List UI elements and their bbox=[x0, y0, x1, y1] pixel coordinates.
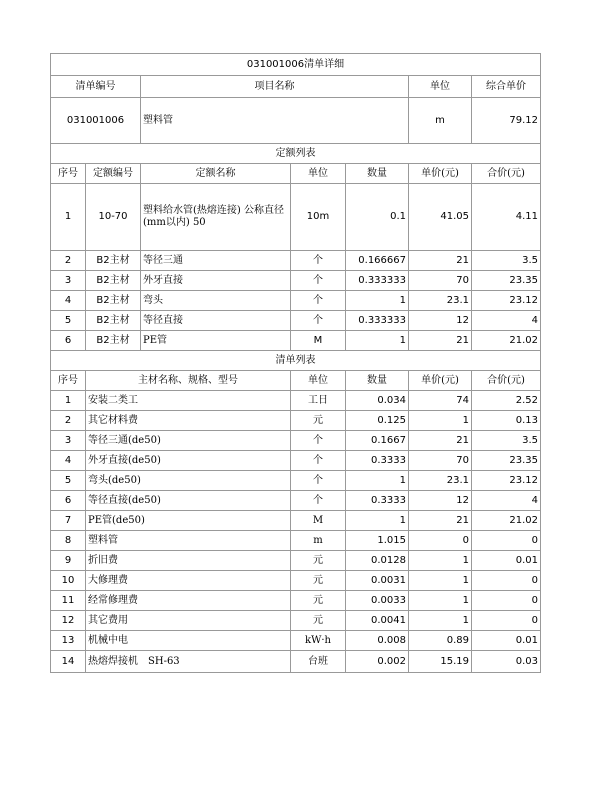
list-row-qty: 0.002 bbox=[346, 651, 409, 673]
quota-row-no: 2 bbox=[51, 251, 86, 271]
list-row-price: 23.1 bbox=[409, 471, 472, 491]
quota-row-code: 10-70 bbox=[86, 184, 141, 251]
list-row-price: 0 bbox=[409, 531, 472, 551]
list-row bbox=[51, 571, 541, 591]
list-row-name: 热熔焊接机 SH-63 bbox=[86, 651, 291, 673]
list-row-unit: M bbox=[291, 511, 346, 531]
list-row-qty: 0.034 bbox=[346, 391, 409, 411]
quota-row bbox=[51, 251, 541, 271]
list-row-name: 其它材料费 bbox=[86, 411, 291, 431]
list-row bbox=[51, 611, 541, 631]
list-row-unit: 个 bbox=[291, 451, 346, 471]
list-row-unit: kW·h bbox=[291, 631, 346, 651]
list-row-no: 10 bbox=[51, 571, 86, 591]
quota-row-qty: 1 bbox=[346, 291, 409, 311]
list-row-no: 14 bbox=[51, 651, 86, 673]
list-row-unit: 个 bbox=[291, 471, 346, 491]
quota-col-unit: 单位 bbox=[291, 164, 346, 184]
quota-col-no: 序号 bbox=[51, 164, 86, 184]
table-title: 031001006清单详细 bbox=[51, 54, 541, 76]
quota-row-qty: 1 bbox=[346, 331, 409, 351]
list-row bbox=[51, 511, 541, 531]
list-row-price: 70 bbox=[409, 451, 472, 471]
list-row-qty: 1 bbox=[346, 471, 409, 491]
quota-section-title: 定额列表 bbox=[51, 144, 541, 164]
list-row-no: 9 bbox=[51, 551, 86, 571]
list-row-no: 5 bbox=[51, 471, 86, 491]
list-row-unit: 元 bbox=[291, 571, 346, 591]
list-row-total: 0.01 bbox=[472, 631, 541, 651]
list-row-price: 21 bbox=[409, 511, 472, 531]
quota-row-total: 23.35 bbox=[472, 271, 541, 291]
list-row-price: 15.19 bbox=[409, 651, 472, 673]
list-row-unit: 元 bbox=[291, 411, 346, 431]
list-row-qty: 1.015 bbox=[346, 531, 409, 551]
list-row-qty: 0.0033 bbox=[346, 591, 409, 611]
quota-row-no: 5 bbox=[51, 311, 86, 331]
quota-row bbox=[51, 331, 541, 351]
list-col-price: 单价(元) bbox=[409, 371, 472, 391]
list-row-name: 安装二类工 bbox=[86, 391, 291, 411]
quota-row-qty: 0.166667 bbox=[346, 251, 409, 271]
list-row-total: 0.13 bbox=[472, 411, 541, 431]
list-row-name: 等径直接(de50) bbox=[86, 491, 291, 511]
quota-row-price: 41.05 bbox=[409, 184, 472, 251]
list-row-qty: 0.0031 bbox=[346, 571, 409, 591]
list-row-no: 11 bbox=[51, 591, 86, 611]
quota-row-unit: 10m bbox=[291, 184, 346, 251]
list-row-no: 1 bbox=[51, 391, 86, 411]
list-row bbox=[51, 591, 541, 611]
quota-row-total: 21.02 bbox=[472, 331, 541, 351]
list-row-no: 6 bbox=[51, 491, 86, 511]
list-row-price: 74 bbox=[409, 391, 472, 411]
list-row-name: 等径三通(de50) bbox=[86, 431, 291, 451]
quota-row-total: 4 bbox=[472, 311, 541, 331]
header-code: 清单编号 bbox=[51, 76, 141, 98]
list-row-unit: 台班 bbox=[291, 651, 346, 673]
quota-row-no: 1 bbox=[51, 184, 86, 251]
list-row-total: 21.02 bbox=[472, 511, 541, 531]
header-unit: 单位 bbox=[409, 76, 472, 98]
quota-col-total: 合价(元) bbox=[472, 164, 541, 184]
list-row bbox=[51, 491, 541, 511]
quota-row-price: 12 bbox=[409, 311, 472, 331]
quota-row-unit: 个 bbox=[291, 311, 346, 331]
list-row-unit: 个 bbox=[291, 491, 346, 511]
list-row-name: 折旧费 bbox=[86, 551, 291, 571]
list-row-total: 3.5 bbox=[472, 431, 541, 451]
quota-row-total: 4.11 bbox=[472, 184, 541, 251]
list-row-unit: 工日 bbox=[291, 391, 346, 411]
list-row-qty: 0.0041 bbox=[346, 611, 409, 631]
quota-row-unit: M bbox=[291, 331, 346, 351]
quota-row-unit: 个 bbox=[291, 271, 346, 291]
quota-row-qty: 0.333333 bbox=[346, 271, 409, 291]
list-row-total: 0 bbox=[472, 591, 541, 611]
list-row-total: 0.01 bbox=[472, 551, 541, 571]
list-row-price: 12 bbox=[409, 491, 472, 511]
quota-row-unit: 个 bbox=[291, 251, 346, 271]
quota-row-code: B2主材 bbox=[86, 311, 141, 331]
quota-row-price: 21 bbox=[409, 331, 472, 351]
list-row-total: 0 bbox=[472, 531, 541, 551]
list-row-name: 其它费用 bbox=[86, 611, 291, 631]
quota-row-name: 塑料给水管(热熔连接) 公称直径(mm以内) 50 bbox=[141, 184, 291, 251]
list-col-total: 合价(元) bbox=[472, 371, 541, 391]
list-row-qty: 0.0128 bbox=[346, 551, 409, 571]
list-row-qty: 1 bbox=[346, 511, 409, 531]
quota-row-price: 21 bbox=[409, 251, 472, 271]
quota-row-qty: 0.1 bbox=[346, 184, 409, 251]
quota-row-total: 23.12 bbox=[472, 291, 541, 311]
list-row-total: 4 bbox=[472, 491, 541, 511]
quota-row bbox=[51, 311, 541, 331]
list-row-name: 弯头(de50) bbox=[86, 471, 291, 491]
list-col-unit: 单位 bbox=[291, 371, 346, 391]
quota-row-name: 弯头 bbox=[141, 291, 291, 311]
list-row-no: 13 bbox=[51, 631, 86, 651]
quota-row bbox=[51, 184, 541, 251]
quota-row-no: 4 bbox=[51, 291, 86, 311]
list-row bbox=[51, 651, 541, 673]
list-row bbox=[51, 531, 541, 551]
header-price: 综合单价 bbox=[472, 76, 541, 98]
quota-row-no: 6 bbox=[51, 331, 86, 351]
list-row-unit: 元 bbox=[291, 611, 346, 631]
list-row-price: 1 bbox=[409, 571, 472, 591]
list-row bbox=[51, 431, 541, 451]
quota-row-code: B2主材 bbox=[86, 251, 141, 271]
quota-row-unit: 个 bbox=[291, 291, 346, 311]
list-row-no: 8 bbox=[51, 531, 86, 551]
list-row-total: 23.35 bbox=[472, 451, 541, 471]
list-row-name: 机械中电 bbox=[86, 631, 291, 651]
list-row-price: 1 bbox=[409, 611, 472, 631]
list-row bbox=[51, 631, 541, 651]
list-row-name: 外牙直接(de50) bbox=[86, 451, 291, 471]
quota-row-code: B2主材 bbox=[86, 331, 141, 351]
list-header-row bbox=[51, 371, 541, 391]
list-row-price: 1 bbox=[409, 591, 472, 611]
list-col-no: 序号 bbox=[51, 371, 86, 391]
quota-header-row bbox=[51, 164, 541, 184]
list-row-no: 4 bbox=[51, 451, 86, 471]
quota-row-code: B2主材 bbox=[86, 271, 141, 291]
list-col-qty: 数量 bbox=[346, 371, 409, 391]
quota-row-name: PE管 bbox=[141, 331, 291, 351]
list-row-no: 7 bbox=[51, 511, 86, 531]
list-row-unit: 元 bbox=[291, 551, 346, 571]
quota-row bbox=[51, 271, 541, 291]
list-row-qty: 0.008 bbox=[346, 631, 409, 651]
quota-row-price: 23.1 bbox=[409, 291, 472, 311]
list-row-qty: 0.3333 bbox=[346, 451, 409, 471]
quota-row-name: 等径直接 bbox=[141, 311, 291, 331]
list-row bbox=[51, 471, 541, 491]
list-row-price: 1 bbox=[409, 411, 472, 431]
bill-detail-table bbox=[50, 53, 541, 673]
list-row-price: 1 bbox=[409, 551, 472, 571]
quota-col-price: 单价(元) bbox=[409, 164, 472, 184]
item-price: 79.12 bbox=[472, 98, 541, 144]
list-row bbox=[51, 551, 541, 571]
quota-row-code: B2主材 bbox=[86, 291, 141, 311]
list-col-name: 主材名称、规格、型号 bbox=[86, 371, 291, 391]
quota-col-name: 定额名称 bbox=[141, 164, 291, 184]
list-row-name: 塑料管 bbox=[86, 531, 291, 551]
list-row-qty: 0.125 bbox=[346, 411, 409, 431]
list-row-price: 0.89 bbox=[409, 631, 472, 651]
list-row-no: 12 bbox=[51, 611, 86, 631]
list-row-total: 0 bbox=[472, 571, 541, 591]
quota-row-price: 70 bbox=[409, 271, 472, 291]
list-row-no: 2 bbox=[51, 411, 86, 431]
list-row bbox=[51, 451, 541, 471]
list-row bbox=[51, 391, 541, 411]
quota-col-code: 定额编号 bbox=[86, 164, 141, 184]
header-name: 项目名称 bbox=[141, 76, 409, 98]
list-row-total: 0 bbox=[472, 611, 541, 631]
list-section-title: 清单列表 bbox=[51, 351, 541, 371]
list-row-unit: 个 bbox=[291, 431, 346, 451]
list-row-price: 21 bbox=[409, 431, 472, 451]
list-row-total: 2.52 bbox=[472, 391, 541, 411]
item-name: 塑料管 bbox=[141, 98, 409, 144]
list-row-name: 大修理费 bbox=[86, 571, 291, 591]
list-row-total: 23.12 bbox=[472, 471, 541, 491]
quota-row-name: 等径三通 bbox=[141, 251, 291, 271]
quota-row-total: 3.5 bbox=[472, 251, 541, 271]
list-row-no: 3 bbox=[51, 431, 86, 451]
list-row-name: 经常修理费 bbox=[86, 591, 291, 611]
quota-row-qty: 0.333333 bbox=[346, 311, 409, 331]
quota-row-name: 外牙直接 bbox=[141, 271, 291, 291]
quota-row-no: 3 bbox=[51, 271, 86, 291]
list-row-qty: 0.1667 bbox=[346, 431, 409, 451]
list-row-unit: 元 bbox=[291, 591, 346, 611]
quota-col-qty: 数量 bbox=[346, 164, 409, 184]
list-row-qty: 0.3333 bbox=[346, 491, 409, 511]
list-row-total: 0.03 bbox=[472, 651, 541, 673]
quota-row bbox=[51, 291, 541, 311]
list-row-unit: m bbox=[291, 531, 346, 551]
item-code: 031001006 bbox=[51, 98, 141, 144]
list-row bbox=[51, 411, 541, 431]
item-unit: m bbox=[409, 98, 472, 144]
list-row-name: PE管(de50) bbox=[86, 511, 291, 531]
